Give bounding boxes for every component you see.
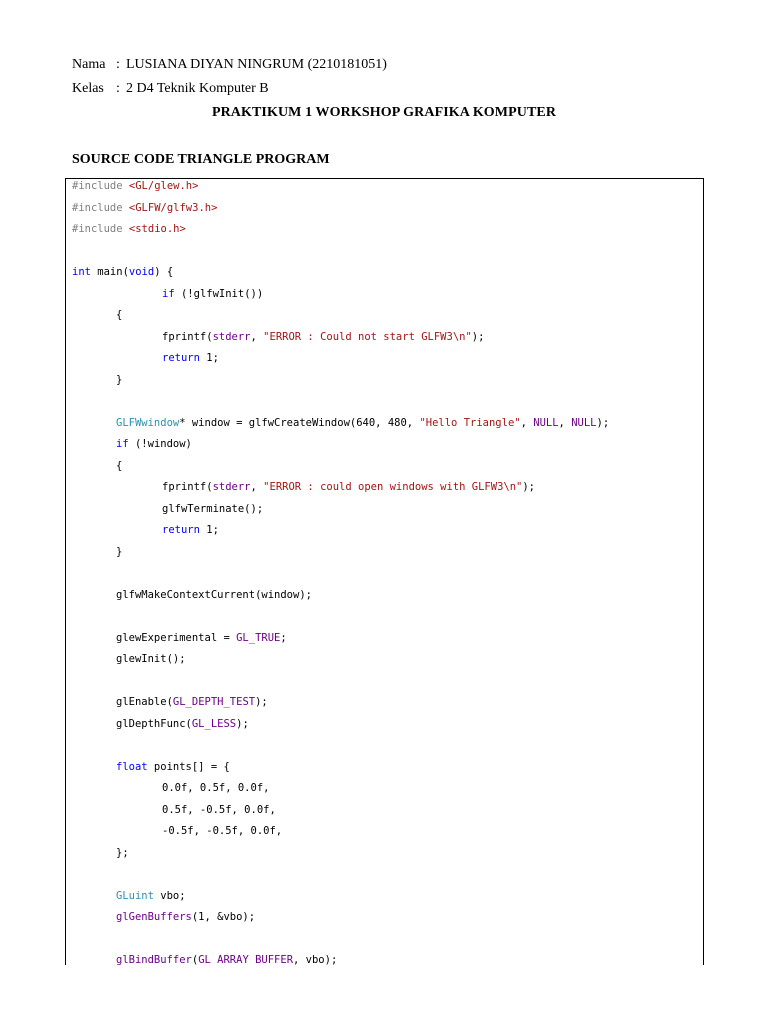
code-line xyxy=(116,629,287,647)
code-token: GL_DEPTH_TEST xyxy=(172,696,256,708)
code-token: }; xyxy=(116,846,129,859)
code-line xyxy=(116,586,312,604)
code-line xyxy=(162,285,263,303)
code-line xyxy=(116,306,122,324)
code-line xyxy=(116,715,249,733)
code-token: #include xyxy=(72,180,129,192)
code-line xyxy=(72,178,198,195)
code-line xyxy=(116,543,122,561)
code-token: glfwMakeContextCurrent(window); xyxy=(116,588,312,601)
code-token: #include xyxy=(72,223,129,235)
code-token: main( xyxy=(90,266,129,278)
code-line xyxy=(116,951,337,965)
code-line xyxy=(116,457,122,475)
code-line xyxy=(116,650,186,668)
code-token: GL_TRUE xyxy=(236,631,281,644)
code-token: int xyxy=(72,266,91,278)
code-token: stderr xyxy=(212,330,251,343)
code-token: ); xyxy=(522,481,536,493)
code-token: , xyxy=(558,416,572,429)
code-token: GL_ARRAY_BUFFER xyxy=(198,954,294,965)
student-name-row xyxy=(72,56,387,74)
code-token: glDepthFunc( xyxy=(116,717,192,730)
class-label: Kelas xyxy=(72,81,104,96)
code-token: ); xyxy=(596,416,610,429)
code-token: #include xyxy=(72,201,129,214)
code-token: fprintf( xyxy=(162,481,213,493)
code-line xyxy=(116,844,129,862)
code-line xyxy=(116,371,122,389)
code-token: void xyxy=(128,266,155,278)
code-token: ); xyxy=(255,696,268,708)
code-line xyxy=(116,435,192,453)
code-line xyxy=(162,500,263,518)
code-line xyxy=(162,349,219,367)
code-token: stderr xyxy=(212,481,251,493)
code-line xyxy=(162,328,484,346)
code-token: glEnable( xyxy=(116,696,173,708)
code-line xyxy=(72,220,186,238)
section-title: SOURCE CODE TRIANGLE PROGRAM xyxy=(72,152,330,167)
document-title: PRAKTIKUM 1 WORKSHOP GRAFIKA KOMPUTER xyxy=(211,105,557,120)
code-token: , xyxy=(250,481,264,493)
code-token: ( xyxy=(191,954,199,965)
code-line xyxy=(116,414,609,432)
code-token: ); xyxy=(236,717,249,730)
code-token: "ERROR : Could not start GLFW3\n" xyxy=(263,330,472,343)
code-line xyxy=(72,263,173,281)
code-token: , xyxy=(250,330,264,343)
code-token: glfwTerminate(); xyxy=(162,502,264,515)
code-token: "Hello Triangle" xyxy=(419,416,521,429)
code-token: glBindBuffer xyxy=(116,954,192,965)
code-token: , xyxy=(520,416,534,429)
code-token: if xyxy=(162,287,175,300)
code-token: points[] = { xyxy=(147,760,230,773)
code-token: NULL xyxy=(533,416,559,429)
code-token: -0.5f, -0.5f, 0.0f, xyxy=(162,825,283,837)
code-token: glewExperimental = xyxy=(116,631,237,644)
name-label: Nama xyxy=(72,57,106,72)
class-value: 2 D4 Teknik Komputer B xyxy=(126,81,269,96)
code-token: if xyxy=(116,438,129,450)
code-token: ); xyxy=(471,330,485,343)
code-token: } xyxy=(116,373,123,386)
code-token: return xyxy=(162,524,200,536)
code-token: "ERROR : could open windows with GLFW3\n" xyxy=(263,481,523,493)
code-token: ) { xyxy=(154,266,174,278)
code-token: 0.5f, -0.5f, 0.0f, xyxy=(162,803,276,816)
code-token: * window = glfwCreateWindow(640, 480, xyxy=(179,416,420,429)
code-line xyxy=(72,199,217,217)
code-line xyxy=(162,801,276,819)
code-line xyxy=(162,478,535,496)
code-line xyxy=(162,822,282,840)
code-line xyxy=(162,779,269,797)
code-token: } xyxy=(116,545,123,558)
name-separator: : xyxy=(116,57,120,72)
code-token: <stdio.h> xyxy=(128,223,186,235)
code-token: 1; xyxy=(199,352,219,364)
code-token: 1; xyxy=(199,524,219,536)
student-name: LUSIANA DIYAN NINGRUM (2210181051) xyxy=(126,57,387,72)
code-token: vbo; xyxy=(153,889,186,902)
code-token: { xyxy=(116,459,123,472)
code-line xyxy=(116,908,255,926)
code-token: GL_LESS xyxy=(191,717,237,730)
code-token: <GL/glew.h> xyxy=(128,180,199,192)
code-line xyxy=(116,758,230,776)
code-token: fprintf( xyxy=(162,330,213,343)
code-token: (!window) xyxy=(128,438,192,450)
code-token: glGenBuffers xyxy=(116,911,192,923)
code-token: GLuint xyxy=(116,889,154,902)
code-token: <GLFW/glfw3.h> xyxy=(128,201,218,214)
source-code-box xyxy=(65,178,704,965)
code-token: GLFWwindow xyxy=(116,416,180,429)
code-token: , vbo); xyxy=(293,954,338,965)
class-row xyxy=(72,80,269,98)
code-token: float xyxy=(116,760,148,773)
code-line xyxy=(162,521,219,539)
code-line xyxy=(116,693,268,711)
code-token: ; xyxy=(280,631,287,644)
code-token: (!glfwInit()) xyxy=(174,287,264,300)
class-separator: : xyxy=(116,81,120,96)
code-token: NULL xyxy=(571,416,597,429)
code-token: 0.0f, 0.5f, 0.0f, xyxy=(162,782,270,794)
code-token: { xyxy=(116,309,123,321)
code-token: glewInit(); xyxy=(116,653,186,665)
code-line xyxy=(116,887,186,905)
code-token: (1, &vbo); xyxy=(191,911,256,923)
code-token: return xyxy=(162,352,200,364)
